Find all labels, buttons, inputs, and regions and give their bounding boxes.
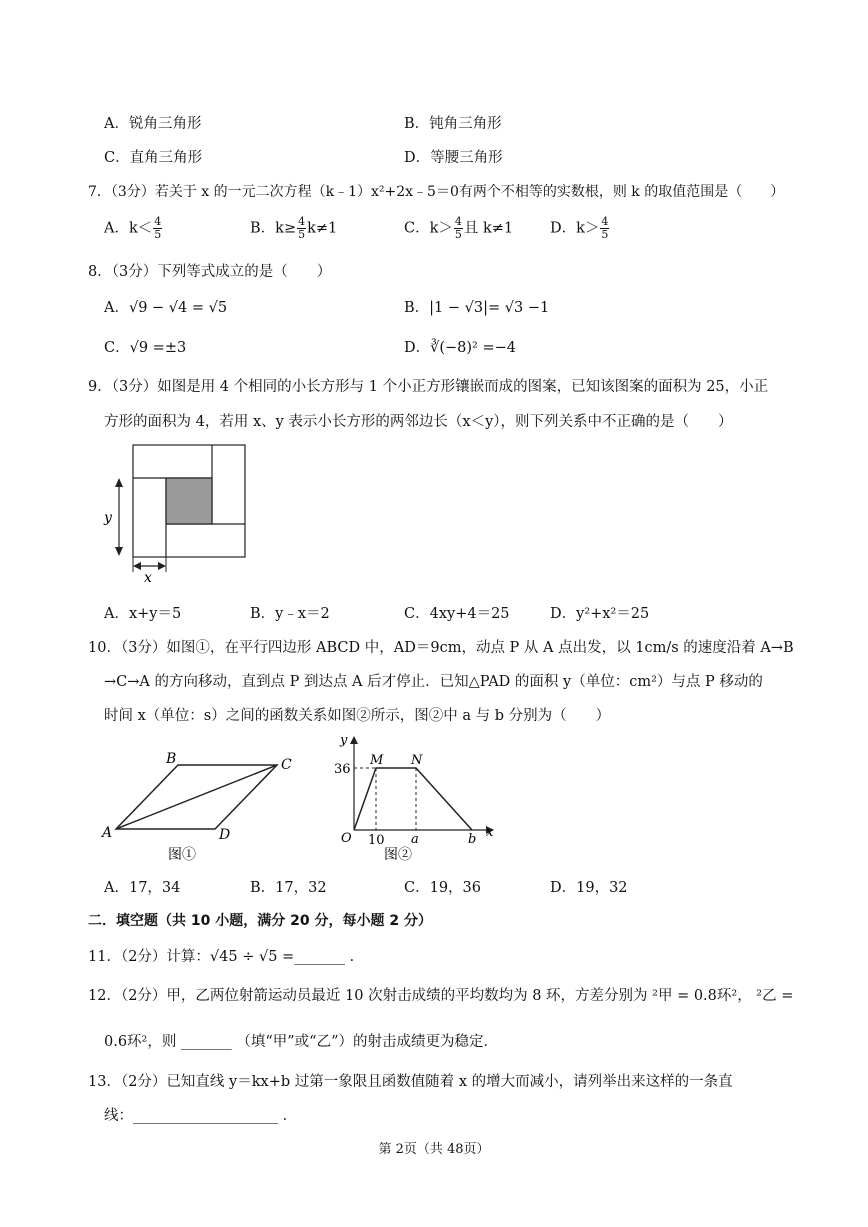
q8-option-a: A．√9 − √4 = √5 (104, 300, 228, 316)
label-y: y (104, 510, 112, 526)
q10-option-c: C．19，36 (404, 880, 481, 896)
q6-option-b: B．钝角三角形 (404, 116, 502, 132)
q10-figure-1 (100, 745, 310, 865)
vertex-A: A (102, 825, 113, 841)
q7-option-a: A．k＜ $\frac{4}{5}$ (104, 215, 162, 241)
q6-option-a: A．锐角三角形 (104, 116, 202, 132)
q9-stem-line1: 9．（3分）如图是用 4 个相同的小长方形与 1 个小正方形镶嵌而成的图案，已知该图案的面积为 25，小正 (88, 379, 769, 395)
q9-option-a: A．x+y＝5 (104, 606, 182, 622)
q10-stem-line1: 10．（3分）如图①，在平行四边形 ABCD 中，AD＝9cm，动点 P 从 A 点出发，以 1cm/s 的速度沿着 A→B (88, 640, 794, 656)
q10-stem-line2: →C→A 的方向移动，直到点 P 到达点 A 后才停止．已知△PAD 的面积 y（单位：cm²）与点 P 移动的 (104, 674, 763, 690)
x-tick-a: a (411, 832, 419, 847)
q9-figure (100, 440, 250, 590)
q8-option-b: B．|1 − √3|= √3 −1 (404, 300, 550, 316)
section-heading-fill-in: 二．填空题（共 10 小题，满分 20 分，每小题 2 分） (88, 913, 432, 929)
q13-line1: 13．（2分）已知直线 y＝kx+b 过第一象限且函数值随着 x 的增大而减小，请列举出来这样的一条直 (88, 1074, 733, 1090)
point-M: M (370, 753, 384, 768)
vertex-B: B (166, 751, 177, 767)
q12-line1: 12．（2分）甲，乙两位射箭运动员最近 10 次射击成绩的平均数均为 8 环，方差分别为 ²甲 = 0.8环²， ²乙 = (88, 988, 794, 1004)
q7-option-b: B．k≥ $\frac{4}{5}$ k≠1 (250, 215, 338, 241)
q10-option-d: D．19，32 (550, 880, 628, 896)
q7-option-d: D．k＞ $\frac{4}{5}$ (550, 215, 609, 241)
y-tick-36: 36 (334, 762, 351, 777)
vertex-D: D (219, 827, 231, 843)
q8-option-c: C．√9 =±3 (104, 340, 187, 356)
q11-text: 11．（2分）计算：√45 ÷ √5 =_______ ． (88, 949, 365, 965)
origin-O: O (341, 831, 352, 846)
x-tick-10: 10 (368, 833, 385, 848)
point-N: N (411, 753, 423, 768)
q6-option-c: C．直角三角形 (104, 150, 203, 166)
q10-figure-2 (330, 730, 500, 865)
q9-stem-line2: 方形的面积为 4，若用 x、y 表示小长方形的两邻边长（x＜y），则下列关系中不正确的是（ ） (104, 414, 733, 430)
q13-line2: 线：____________________ ． (104, 1108, 298, 1124)
q12-line2: 0.6环²，则 _______ （填“甲”或“乙”）的射击成绩更为稳定． (104, 1034, 498, 1050)
x-tick-b: b (468, 832, 477, 847)
q6-option-d: D．等腰三角形 (404, 150, 503, 166)
q7-stem: 7．（3分）若关于 x 的一元二次方程（k﹣1）x²+2x﹣5＝0有两个不相等的实数根，则 k 的取值范围是（ ） (88, 184, 785, 200)
axis-x-label: x (486, 825, 494, 840)
inner-square (166, 478, 212, 524)
axis-y-label: y (340, 733, 348, 748)
q10-stem-line3: 时间 x（单位：s）之间的函数关系如图②所示，图②中 a 与 b 分别为（ ） (104, 708, 611, 724)
figure-2-caption: 图② (384, 847, 412, 863)
page-footer: 第 2页（共 48页） (378, 1142, 490, 1157)
q8-stem: 8．（3分）下列等式成立的是（ ） (88, 264, 332, 280)
q9-option-b: B．y﹣x＝2 (250, 606, 330, 622)
figure-1-caption: 图① (168, 847, 196, 863)
q9-option-d: D．y²+x²＝25 (550, 606, 650, 622)
q10-option-b: B．17，32 (250, 880, 327, 896)
vertex-C: C (281, 757, 292, 773)
q10-option-a: A．17，34 (104, 880, 181, 896)
label-x: x (144, 570, 152, 586)
q8-option-d: D．∛(−8)² =−4 (404, 340, 516, 356)
q9-option-c: C．4xy+4＝25 (404, 606, 510, 622)
q7-option-c: C．k＞ $\frac{4}{5}$ 且 k≠1 (404, 215, 514, 241)
